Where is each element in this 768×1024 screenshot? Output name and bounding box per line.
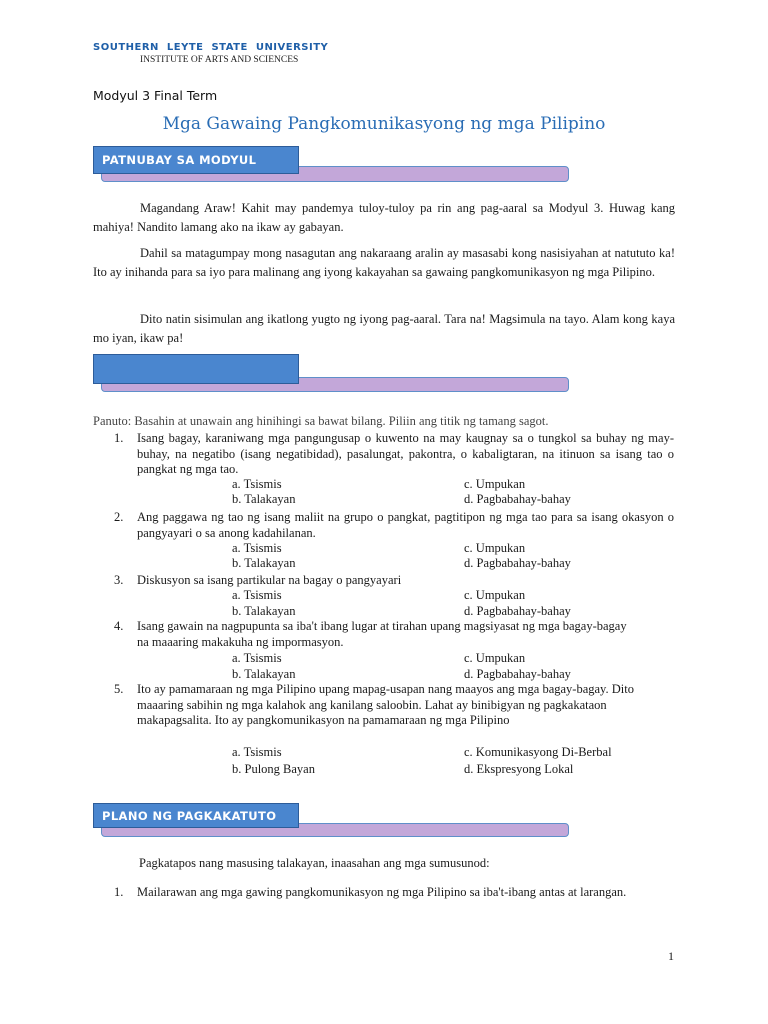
question-5 (114, 682, 674, 729)
choice-a: a. Tsismis (232, 651, 282, 665)
choice-d: d. Pagbabahay-bahay (464, 492, 571, 506)
objectives-intro: Pagkatapos nang masusing talakayan, inaasahan ang mga sumusunod: (139, 856, 490, 870)
question-number: 4. (114, 619, 124, 633)
choice-b: b. Talakayan (232, 492, 296, 506)
section-header-blank (93, 354, 299, 384)
objective-text: Mailarawan ang mga gawing pangkomunikasyon ng mga Pilipino sa iba't-ibang antas at larangan. (137, 885, 627, 899)
choice-a: a. Tsismis (232, 745, 282, 759)
institute-name: INSTITUTE OF ARTS AND SCIENCES (140, 55, 299, 65)
question-number: 2. (114, 510, 124, 524)
question-number: 5. (114, 682, 124, 696)
question-4 (114, 619, 674, 650)
choice-d: d. Pagbabahay-bahay (464, 667, 571, 681)
choice-d: d. Pagbabahay-bahay (464, 556, 571, 570)
choice-a: a. Tsismis (232, 477, 282, 491)
choice-c: c. Komunikasyong Di-Berbal (464, 745, 612, 759)
section-header-label: PATNUBAY SA MODYUL (102, 153, 257, 167)
choice-d: d. Pagbabahay-bahay (464, 604, 571, 618)
university-name: SOUTHERN LEYTE STATE UNIVERSITY (93, 42, 329, 53)
choice-b: b. Talakayan (232, 667, 296, 681)
choice-b: b. Talakayan (232, 556, 296, 570)
section-header-label: PLANO NG PAGKAKATUTO (102, 808, 277, 823)
choice-c: c. Umpukan (464, 651, 526, 665)
question-text: Diskusyon sa isang partikular na bagay o pangyayari (137, 573, 402, 587)
question-2 (114, 510, 674, 541)
section-header-patnubay (93, 146, 299, 174)
section-header-plano (93, 803, 299, 828)
question-text: Ang paggawa ng tao ng isang maliit na grupo o pangkat, pagtitipon ng mga tao para sa isang okasyon o pangyayari o sa anong kadahilanan. (137, 510, 674, 540)
objective-number: 1. (114, 885, 124, 899)
intro-paragraph-2: Dahil sa matagumpay mong nasagutan ang nakaraang aralin ay masasabi kong nasisiyahan at natututo ka! Ito ay inihanda para sa iyo para malinang ang iyong kakayahan sa gawaing pangkomunikasyon ng mga Pilipino. (93, 246, 675, 279)
choice-a: a. Tsismis (232, 588, 282, 602)
intro-paragraph-1: Magandang Araw! Kahit may pandemya tuloy-tuloy pa rin ang pag-aaral sa Modyul 3. Huwag kang mahiya! Nandito lamang ako na ikaw ay gabayan. (93, 201, 675, 234)
module-label: Modyul 3 Final Term (93, 88, 218, 103)
choice-b: b. Talakayan (232, 604, 296, 618)
choice-c: c. Umpukan (464, 588, 526, 602)
question-3 (114, 573, 674, 589)
question-number: 1. (114, 431, 124, 445)
page-number: 1 (668, 949, 674, 963)
choice-c: c. Umpukan (464, 541, 526, 555)
choice-c: c. Umpukan (464, 477, 526, 491)
choice-d: d. Ekspresyong Lokal (464, 762, 574, 776)
objective-1 (114, 884, 674, 901)
question-text: Isang gawain na nagpupunta sa iba't ibang lugar at tirahan upang magsiyasat ng mga bagay-bagay na maaaring makakuha ng impormasyon. (137, 619, 627, 649)
question-1 (114, 431, 674, 478)
choice-b: b. Pulong Bayan (232, 762, 315, 776)
choice-a: a. Tsismis (232, 541, 282, 555)
page-title: Mga Gawaing Pangkomunikasyong ng mga Pilipino (162, 114, 606, 134)
question-number: 3. (114, 573, 124, 587)
quiz-directions: Panuto: Basahin at unawain ang hinihingi sa bawat bilang. Piliin ang titik ng tamang sagot. (93, 414, 549, 428)
question-text: Isang bagay, karaniwang mga pangungusap o kuwento na may kaugnay sa o tungkol sa buhay ng may-buhay, na negatibo (isang negatibidad), pasalungat, pakontra, o kabaligtaran, na itinuon sa isang tao o pangkat ng mga tao. (137, 431, 674, 476)
intro-paragraph-3: Dito natin sisimulan ang ikatlong yugto ng iyong pag-aaral. Tara na! Magsimula na tayo. Alam kong kaya mo iyan, ikaw pa! (93, 312, 675, 345)
question-text: Ito ay pamamaraan ng mga Pilipino upang mapag-usapan nang maayos ang mga bagay-bagay. Dito maaaring sabihin ng mga kalahok ang kanilang saloobin. Lahat ay binibigyan ng pagkakataon makapagsalita. Ito ay pangkomunikasyon na pamamaraan ng mga Pilipino (137, 682, 634, 727)
